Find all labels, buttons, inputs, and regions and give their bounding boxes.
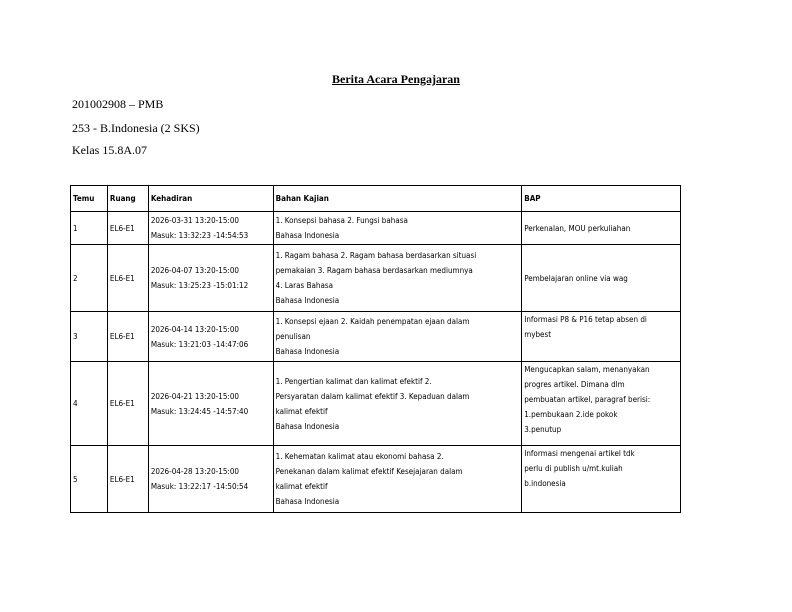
course-code: 201002908 – PMB <box>72 97 164 111</box>
cell-ruang: EL6-E1 <box>107 446 148 513</box>
table-row <box>71 446 681 513</box>
cell-temu: 1 <box>71 212 108 245</box>
cell-bahan-kajian-line: 4. Laras Bahasa <box>275 281 334 290</box>
course-name: 253 - B.Indonesia (2 SKS) <box>72 121 200 135</box>
cell-bahan-kajian <box>273 362 522 446</box>
cell-bahan-kajian <box>273 212 522 245</box>
cell-bahan-kajian-line: 1. Ragam bahasa 2. Ragam bahasa berdasarkan situasi <box>275 251 477 260</box>
cell-bahan-kajian-line: pemakaian 3. Ragam bahasa berdasarkan mediumnya <box>275 266 473 275</box>
cell-bap <box>522 245 681 312</box>
cell-bahan-kajian-line: Bahasa Indonesia <box>275 347 340 356</box>
class-name: Kelas 15.8A.07 <box>72 143 147 157</box>
cell-bahan-kajian <box>273 446 522 513</box>
cell-kehadiran <box>148 212 273 245</box>
cell-bahan-kajian-line: Penekanan dalam kalimat efektif Kesejajaran dalam <box>275 467 463 476</box>
cell-bap-line: Informasi P8 & P16 tetap absen di <box>524 315 647 324</box>
cell-kehadiran <box>148 312 273 362</box>
cell-temu: 2 <box>71 245 108 312</box>
cell-kehadiran-line: 2026-04-07 13:20-15:00 <box>150 266 239 275</box>
cell-bahan-kajian <box>273 312 522 362</box>
cell-bap-line: Informasi mengenai artikel tdk <box>524 449 635 458</box>
cell-ruang: EL6-E1 <box>107 312 148 362</box>
cell-bahan-kajian-line: Persyaratan dalam kalimat efektif 3. Kepaduan dalam <box>275 391 470 401</box>
cell-bahan-kajian-line: Bahasa Indonesia <box>275 497 340 506</box>
cell-bap <box>522 212 681 245</box>
cell-kehadiran-line: 2026-04-21 13:20-15:00 <box>150 391 239 401</box>
cell-kehadiran-line: Masuk: 13:24:45 -14:57:40 <box>150 406 249 416</box>
cell-kehadiran-line: Masuk: 13:32:23 -14:54:53 <box>150 231 249 240</box>
cell-bap <box>522 312 681 362</box>
cell-ruang: EL6-E1 <box>107 212 148 245</box>
cell-kehadiran-line: 2026-04-28 13:20-15:00 <box>150 467 239 476</box>
cell-bap-line: 1.pembukaan 2.ide pokok <box>524 410 618 419</box>
cell-temu: 3 <box>71 312 108 362</box>
cell-kehadiran <box>148 245 273 312</box>
cell-bap-line: b.indonesia <box>524 479 566 488</box>
cell-bahan-kajian-line: 1. Pengertian kalimat dan kalimat efektif 2. <box>275 376 432 386</box>
cell-bahan-kajian-line: kalimat efektif <box>275 406 328 416</box>
teaching-report-table <box>70 185 681 513</box>
header-bahan-kajian: Bahan Kajian <box>273 186 522 212</box>
cell-bap-line: pembuatan artikel, paragraf berisi: <box>524 395 651 404</box>
cell-temu: 4 <box>71 362 108 446</box>
cell-bahan-kajian-line: Bahasa Indonesia <box>275 231 340 240</box>
cell-bahan-kajian-line: Bahasa Indonesia <box>275 296 340 305</box>
cell-bap-line: progres artikel. Dimana dlm <box>524 380 625 389</box>
table-row <box>71 212 681 245</box>
cell-bahan-kajian-line: 1. Konsepsi bahasa 2. Fungsi bahasa <box>275 216 408 225</box>
header-temu: Temu <box>71 186 108 212</box>
header-kehadiran: Kehadiran <box>148 186 273 212</box>
table-row <box>71 245 681 312</box>
document-title: Berita Acara Pengajaran <box>332 72 460 86</box>
table-header-row <box>71 186 681 212</box>
cell-kehadiran <box>148 362 273 446</box>
cell-temu: 5 <box>71 446 108 513</box>
cell-bahan-kajian-line: kalimat efektif <box>275 482 328 491</box>
cell-bahan-kajian-line: Bahasa Indonesia <box>275 421 340 431</box>
cell-bap-line: Mengucapkan salam, menanyakan <box>524 365 650 374</box>
cell-bahan-kajian <box>273 245 522 312</box>
table-row <box>71 312 681 362</box>
header-ruang: Ruang <box>107 186 148 212</box>
cell-kehadiran-line: Masuk: 13:21:03 -14:47:06 <box>150 339 249 349</box>
table-row <box>71 362 681 446</box>
cell-kehadiran-line: Masuk: 13:25:23 -15:01:12 <box>150 281 249 290</box>
cell-kehadiran-line: 2026-03-31 13:20-15:00 <box>150 216 239 225</box>
cell-bap-line: Perkenalan, MOU perkuliahan <box>524 223 631 233</box>
cell-kehadiran-line: 2026-04-14 13:20-15:00 <box>150 324 239 334</box>
cell-bap <box>522 446 681 513</box>
cell-kehadiran <box>148 446 273 513</box>
cell-bap <box>522 362 681 446</box>
cell-bap-line: mybest <box>524 330 552 339</box>
cell-ruang: EL6-E1 <box>107 245 148 312</box>
header-bap: BAP <box>522 186 681 212</box>
cell-bahan-kajian-line: penulisan <box>275 332 311 341</box>
cell-ruang: EL6-E1 <box>107 362 148 446</box>
cell-kehadiran-line: Masuk: 13:22:17 -14:50:54 <box>150 482 249 491</box>
cell-bahan-kajian-line: 1. Konsepsi ejaan 2. Kaidah penempatan ejaan dalam <box>275 317 470 326</box>
cell-bap-line: 3.penutup <box>524 425 562 434</box>
cell-bahan-kajian-line: 1. Kehematan kalimat atau ekonomi bahasa 2. <box>275 452 444 461</box>
cell-bap-line: perlu di publish u/mt.kuliah <box>524 464 623 473</box>
cell-bap-line: Pembelajaran online via wag <box>524 273 628 283</box>
